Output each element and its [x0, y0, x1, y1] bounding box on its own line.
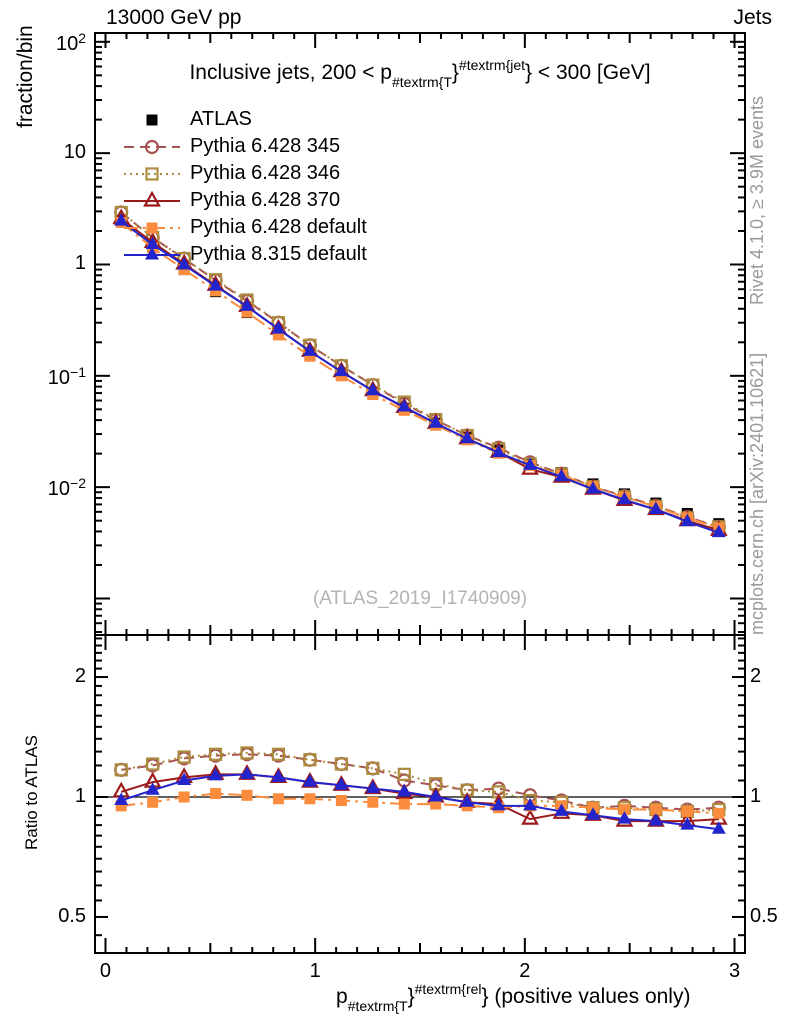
- legend-label: Pythia 6.428 346: [190, 162, 341, 184]
- x-tick-label: 2: [519, 960, 531, 982]
- legend-marker-filled-square: [123, 218, 181, 238]
- y-tick-label: 10: [63, 141, 86, 164]
- analysis-category-label: Jets: [733, 6, 772, 29]
- legend-item-2: [123, 160, 367, 187]
- series-pythia-6-428-370: [114, 766, 726, 825]
- legend-label: Pythia 8.315 default: [190, 243, 367, 265]
- title-subscript: #textrm{T: [391, 74, 452, 90]
- ratio-axis-ticks: [96, 638, 744, 935]
- legend: [123, 106, 367, 268]
- y-tick-label: $10^{-2}$: [47, 475, 86, 501]
- y-tick-label: $10^2$: [55, 29, 86, 55]
- ratio-axis-title: Ratio to ATLAS: [22, 735, 41, 850]
- x-tick-label: 1: [309, 960, 321, 982]
- series-pythia-6-428-345: [115, 748, 725, 815]
- legend-marker-open-square: [123, 164, 181, 184]
- ratio-tick-label: 2: [74, 665, 86, 688]
- y-tick-label: 1: [74, 252, 86, 275]
- legend-item-3: [123, 187, 367, 214]
- x-title-prefix: p: [336, 985, 348, 1008]
- title-prefix: Inclusive jets, 200 < p: [189, 61, 392, 84]
- analysis-id-watermark: (ATLAS_2019_I1740909): [312, 588, 528, 609]
- series-pythia-8-315-default: [114, 766, 726, 833]
- x-tick-label: 3: [728, 960, 741, 982]
- y-tick-label: $10^{-1}$: [47, 363, 86, 389]
- series-pythia-6-428-default: [116, 788, 725, 819]
- x-axis-title: [336, 981, 690, 1014]
- legend-item-0: [123, 106, 367, 133]
- legend-label: Pythia 6.428 370: [190, 189, 341, 211]
- legend-marker-open-circle: [123, 137, 181, 157]
- legend-label: Pythia 6.428 345: [190, 135, 341, 157]
- legend-item-5: [123, 241, 367, 268]
- title-brace2: }: [525, 61, 533, 84]
- mcplots-reference-note: mcplots.cern.ch [arXiv:2401.10621]: [747, 352, 767, 635]
- x-title-suffix: (positive values only): [488, 985, 691, 1008]
- ratio-tick-label: 1: [74, 785, 86, 807]
- legend-label: ATLAS: [190, 108, 252, 130]
- x-title-superscript: #textrm{rel: [414, 981, 482, 997]
- title-brace1: }: [451, 61, 459, 84]
- legend-marker-filled-square: [123, 110, 181, 130]
- y-axis-title: fraction/bin: [14, 25, 37, 128]
- legend-item-1: [123, 133, 367, 160]
- beam-energy-label: 13000 GeV pp: [106, 6, 242, 29]
- ratio-tick-label-right: 2: [750, 665, 762, 688]
- legend-marker-open-triangle: [123, 191, 181, 211]
- ratio-tick-label-right: 1: [750, 785, 762, 807]
- x-title-subscript: #textrm{T: [347, 998, 408, 1014]
- legend-marker-filled-triangle: [123, 245, 181, 265]
- x-title-brace2: }: [481, 985, 489, 1008]
- legend-item-4: [123, 214, 367, 241]
- ratio-tick-label: 0.5: [58, 904, 86, 927]
- x-title-brace1: }: [407, 985, 415, 1008]
- rivet-version-note: Rivet 4.1.0, ≥ 3.9M events: [747, 96, 767, 305]
- title-superscript: #textrm{jet: [458, 57, 526, 73]
- x-tick-label: 0: [99, 960, 112, 982]
- legend-label: Pythia 6.428 default: [190, 216, 367, 238]
- observable-title: [95, 57, 745, 90]
- ratio-tick-label-right: 0.5: [750, 904, 778, 927]
- title-suffix: < 300 [GeV]: [532, 61, 651, 84]
